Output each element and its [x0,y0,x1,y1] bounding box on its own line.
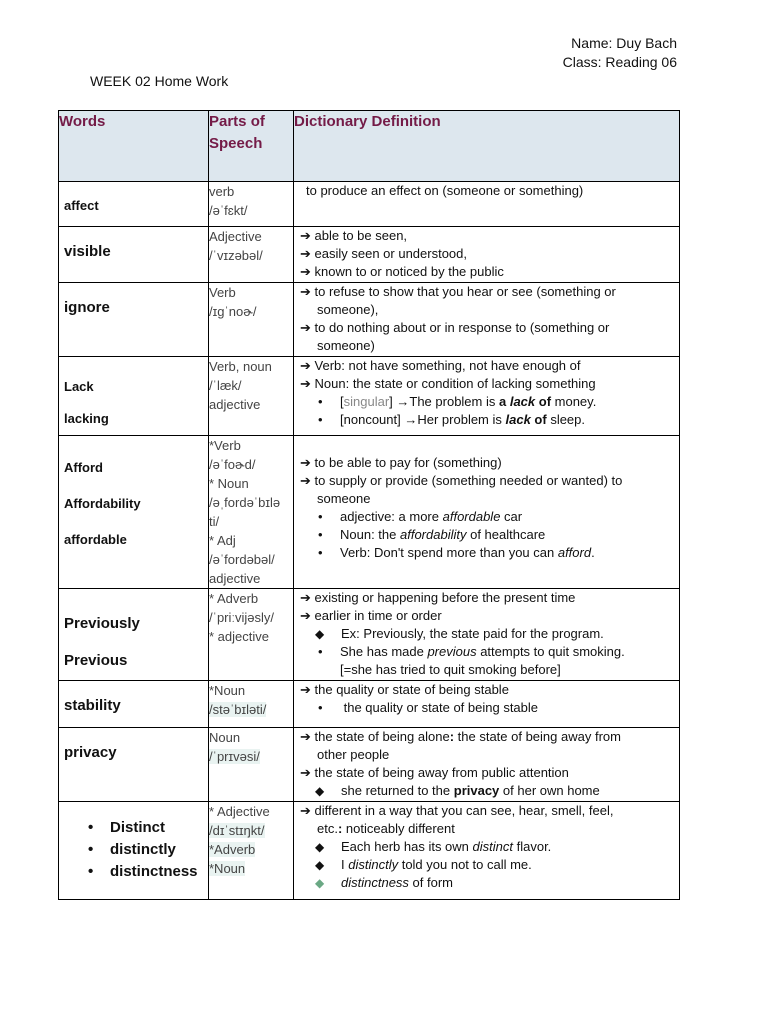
pos-cell [209,357,294,436]
word: ignore [64,299,110,316]
definition-line: ➔ to be able to pay for (something) [300,454,679,472]
word-cell [59,681,209,728]
definition-text: the state of being alone [314,729,450,744]
example-text: she returned to the [341,783,454,798]
word-cell [59,227,209,283]
example-text: She has made [340,644,428,659]
example-keyword: distinctly [348,857,399,872]
definition-line: ➔ easily seen or understood, [300,245,679,263]
definition-line: ➔ known to or noticed by the public [300,263,679,281]
student-name: Name: Duy Bach [571,35,677,51]
word-cell [59,436,209,589]
example-line [300,508,679,526]
word-cell [59,357,209,436]
definition-cell [294,436,680,589]
example-text: a [498,394,510,409]
definition-cell [294,182,680,227]
definition-text: : [449,729,455,744]
example-keyword: lack [509,394,536,409]
definition-cell [294,728,680,802]
table-header-row [59,111,680,182]
definition-cell [294,589,680,681]
definition-text: noticeably different [342,821,455,836]
definition-line [300,728,679,746]
example-text: sleep. [546,412,586,427]
example-text: Verb: Don't spend more than you can [340,545,558,560]
example-keyword: distinctness [341,875,409,890]
word: Previously [64,615,140,632]
example-text: money. [551,394,597,409]
word: • distinctly [88,839,208,861]
pos-cell [209,227,294,283]
table-row [59,728,680,802]
pos-cell [209,283,294,357]
definition-line: ➔ to do nothing about or in response to (something or [300,319,679,337]
pos-line: Adjective [209,229,262,244]
table-row [59,681,680,728]
definition-cell [294,227,680,283]
pos-label: *Adverb [209,842,256,857]
student-info [563,34,677,72]
example-line [300,643,679,661]
definition-line: ➔ the state of being away from public attention [300,764,679,782]
example-keyword: affordability [400,527,467,542]
definition-cell [294,681,680,728]
word-cell [59,728,209,802]
example-line: ◆ Ex: Previously, the state paid for the program. [300,625,679,643]
definition-text: etc. [317,821,338,836]
pos-line: verb [209,184,235,199]
example-text: of healthcare [466,527,546,542]
example-text: Each herb has its own [341,839,473,854]
pos-line: adjective [209,397,261,412]
example-text: of form [408,875,453,890]
example-text: attempts to quit smoking. [476,644,625,659]
pos-line: /əˈfɛkt/ [209,203,248,218]
definition-line: ➔ to supply or provide (something needed or wanted) to [300,472,679,490]
pos-label: *Noun [209,861,246,876]
word-cell [59,589,209,681]
column-header-definition: Dictionary Definition [294,111,680,182]
table-row [59,802,680,900]
example-note: [=she has tried to quit smoking before] [340,662,561,677]
pos-line: /əˈfoɚd/ [209,457,256,472]
definition-line: ➔ to refuse to show that you hear or see (something or [300,283,679,301]
word: lacking [64,411,109,426]
example-line: • [noncount] →Her problem is lack of sleep. [300,411,679,429]
table-row [59,436,680,589]
example-text: of [535,394,552,409]
example-text: of [530,412,547,427]
pos-line: adjective [209,571,261,586]
example-text: →The problem is [396,394,499,409]
word-cell [59,182,209,227]
word: affect [64,198,99,213]
word: Previous [64,652,128,669]
column-header-parts-of-speech: Parts of Speech [209,111,294,182]
definition-line: ➔ the quality or state of being stable [300,681,679,699]
example-text: Noun: the [340,527,400,542]
definition-text: : [337,821,343,836]
example-line [300,838,679,856]
pos-cell [209,436,294,589]
definition-line [300,820,679,838]
word: Affordability [64,496,141,511]
example-keyword: lack [505,412,531,427]
pos-cell [209,182,294,227]
pos-line: ti/ [209,514,220,529]
vocabulary-table [58,110,680,900]
pronunciation: /stəˈbɪləti/ [209,702,267,717]
table-row [59,357,680,436]
example-text: adjective: a more [340,509,443,524]
word: stability [64,697,121,714]
pos-line: Verb, noun [209,359,272,374]
pos-line: * Adjective [209,804,270,819]
word: Afford [64,460,103,475]
example-text: →Her problem is [404,412,506,427]
example-keyword: privacy [453,783,500,798]
definition-line: ➔ earlier in time or order [300,607,679,625]
word-cell [59,283,209,357]
example-text: flavor. [513,839,552,854]
definition-line: to produce an effect on (someone or something) [306,183,584,198]
definition-line: ➔ Verb: not have something, not have enough of [300,357,679,375]
pos-cell [209,728,294,802]
word-list [64,817,208,883]
example-line [300,526,679,544]
example-text: . [591,545,595,560]
pos-line: * Noun [209,476,249,491]
pos-line: *Verb [209,438,241,453]
definition-text: the state of being away from [454,729,621,744]
word: Lack [64,379,94,394]
pos-line: /əˌfordəˈbɪlə [209,495,281,510]
table-row [59,283,680,357]
definition-cell [294,283,680,357]
table-row [59,227,680,283]
definition-line: ➔ existing or happening before the present time [300,589,679,607]
pos-line: /ˈpriːvijəsly/ [209,610,275,625]
definition-line: someone), [317,302,379,317]
pos-line: * Adverb [209,591,259,606]
pos-cell [209,681,294,728]
example-keyword: affordable [442,509,501,524]
pronunciation: /dɪˈstɪŋkt/ [209,823,265,838]
definition-line: ➔ Noun: the state or condition of lacking something [300,375,679,393]
example-text: told you not to call me. [398,857,532,872]
example-text: car [500,509,523,524]
pronunciation: /ˈprɪvəsi/ [209,749,260,764]
word: • distinctness [88,861,208,883]
example-line: • [singular] →The problem is a lack of money. [300,393,679,411]
word: visible [64,243,111,260]
pos-line: * Adj [209,533,236,548]
student-class: Class: Reading 06 [562,54,677,70]
definition-cell [294,802,680,900]
pos-line: *Noun [209,683,246,698]
document-title: WEEK 02 Home Work [90,73,229,89]
word-cell [59,802,209,900]
pos-line: Noun [209,730,241,745]
word: • Distinct [88,817,208,839]
word: privacy [64,744,117,761]
word: affordable [64,532,127,547]
pos-line: Verb [209,285,236,300]
definition-line: someone [317,491,371,506]
pos-line: /ˈvɪzəbəl/ [209,248,263,263]
pos-cell [209,589,294,681]
definition-cell [294,357,680,436]
pos-cell [209,802,294,900]
example-line [300,856,679,874]
example-keyword: afford [557,545,592,560]
example-keyword: previous [427,644,477,659]
pos-line: /ɪgˈnoɚ/ [209,304,257,319]
definition-line: ➔ able to be seen, [300,227,679,245]
example-line [300,782,679,800]
definition-line: other people [317,747,390,762]
example-line [300,544,679,562]
table-row [59,182,680,227]
pos-line: * adjective [209,629,269,644]
column-header-words: Words [59,111,209,182]
pos-line [209,747,293,766]
definition-line: someone) [317,338,375,353]
example-line [300,874,679,892]
pos-line: /ˈlæk/ [209,378,242,393]
example-text: of her own home [499,783,600,798]
pos-line [209,700,293,719]
definition-line: ➔ different in a way that you can see, hear, smell, feel, [300,802,679,820]
grammar-tag: singular [343,394,390,409]
pos-line [209,859,293,878]
table-row [59,589,680,681]
pos-line: /əˈfordəbəl/ [209,552,275,567]
pos-line [209,821,293,840]
grammar-tag: noncount [343,412,398,427]
pos-line [209,840,293,859]
example-keyword: distinct [472,839,513,854]
example-line: • the quality or state of being stable [300,699,679,717]
example-text: I [341,857,349,872]
